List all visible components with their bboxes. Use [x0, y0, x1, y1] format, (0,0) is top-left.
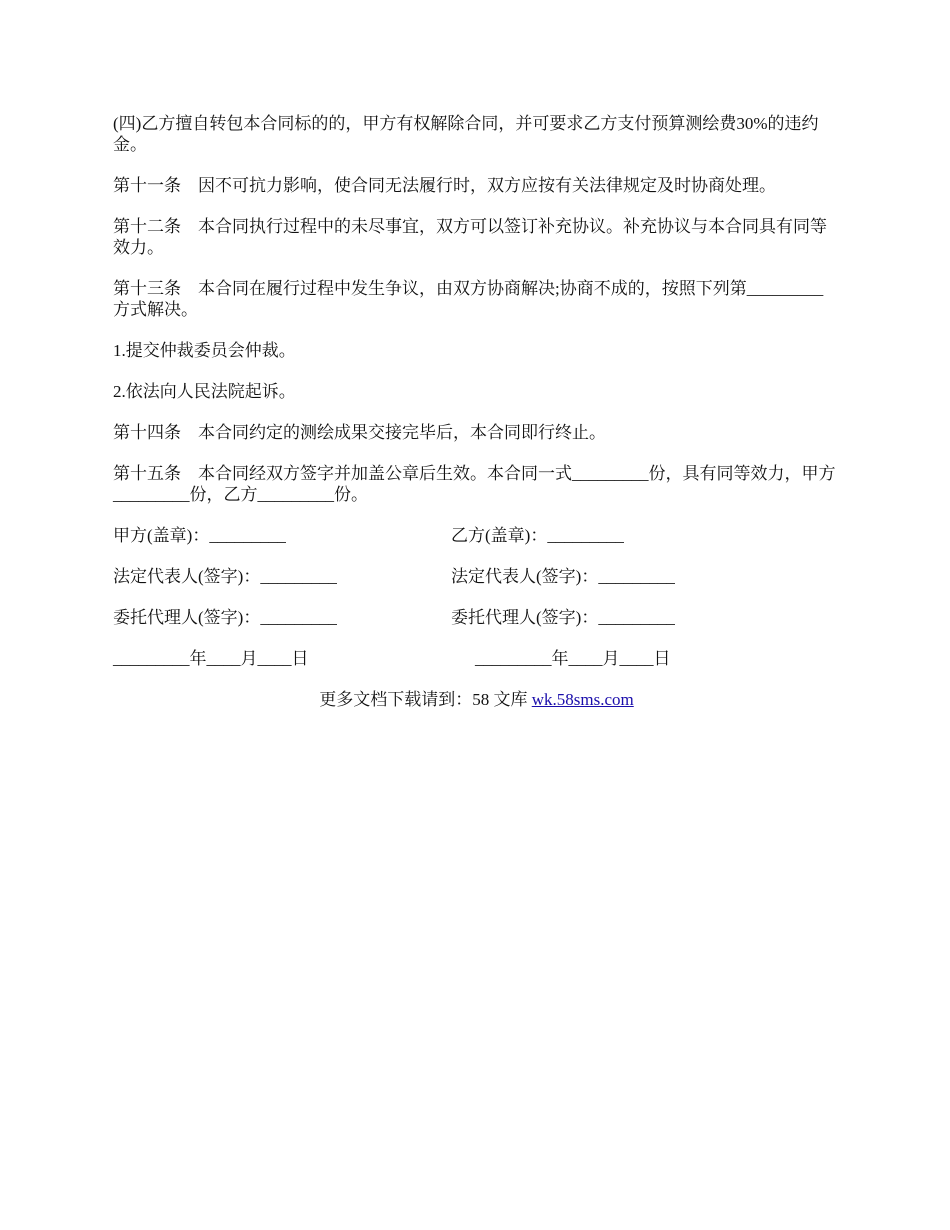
party-a-date: _________年____月____日 — [113, 649, 309, 668]
clause-12-supplementary-agreement: 第十二条 本合同执行过程中的未尽事宜，双方可以签订补充协议。补充协议与本合同具有同等效力。 — [113, 217, 827, 257]
option-litigation: 2.依法向人民法院起诉。 — [113, 382, 296, 401]
footer-text: 更多文档下载请到：58 文库 — [319, 690, 532, 709]
document-page — [113, 113, 840, 710]
footer-link[interactable]: wk.58sms.com — [531, 690, 634, 709]
signature-row-agent — [113, 607, 840, 628]
clause-4-breach-penalty: (四)乙方擅自转包本合同标的的，甲方有权解除合同，并可要求乙方支付预算测绘费30%的违约金。 — [113, 114, 819, 154]
signature-row-representative — [113, 566, 840, 587]
signature-row-date — [113, 648, 840, 669]
party-b-seal: 乙方(盖章)：_________ — [451, 526, 624, 545]
party-a-representative: 法定代表人(签字)：_________ — [113, 567, 337, 586]
clause-15-effectiveness: 第十五条 本合同经双方签字并加盖公章后生效。本合同一式_________份，具有同等效力，甲方_________份，乙方_________份。 — [113, 464, 836, 504]
party-b-date: _________年____月____日 — [475, 649, 671, 668]
party-b-agent: 委托代理人(签字)：_________ — [451, 608, 675, 627]
clause-14-termination: 第十四条 本合同约定的测绘成果交接完毕后，本合同即行终止。 — [113, 423, 606, 442]
signature-row-seal — [113, 525, 840, 546]
party-a-seal: 甲方(盖章)：_________ — [113, 526, 286, 545]
clause-13-dispute-resolution: 第十三条 本合同在履行过程中发生争议，由双方协商解决;协商不成的，按照下列第_________方式解决。 — [113, 279, 824, 319]
party-a-agent: 委托代理人(签字)：_________ — [113, 608, 337, 627]
clause-11-force-majeure: 第十一条 因不可抗力影响，使合同无法履行时，双方应按有关法律规定及时协商处理。 — [113, 176, 776, 195]
party-b-representative: 法定代表人(签字)：_________ — [451, 567, 675, 586]
option-arbitration: 1.提交仲裁委员会仲裁。 — [113, 341, 296, 360]
download-footer — [113, 689, 840, 710]
